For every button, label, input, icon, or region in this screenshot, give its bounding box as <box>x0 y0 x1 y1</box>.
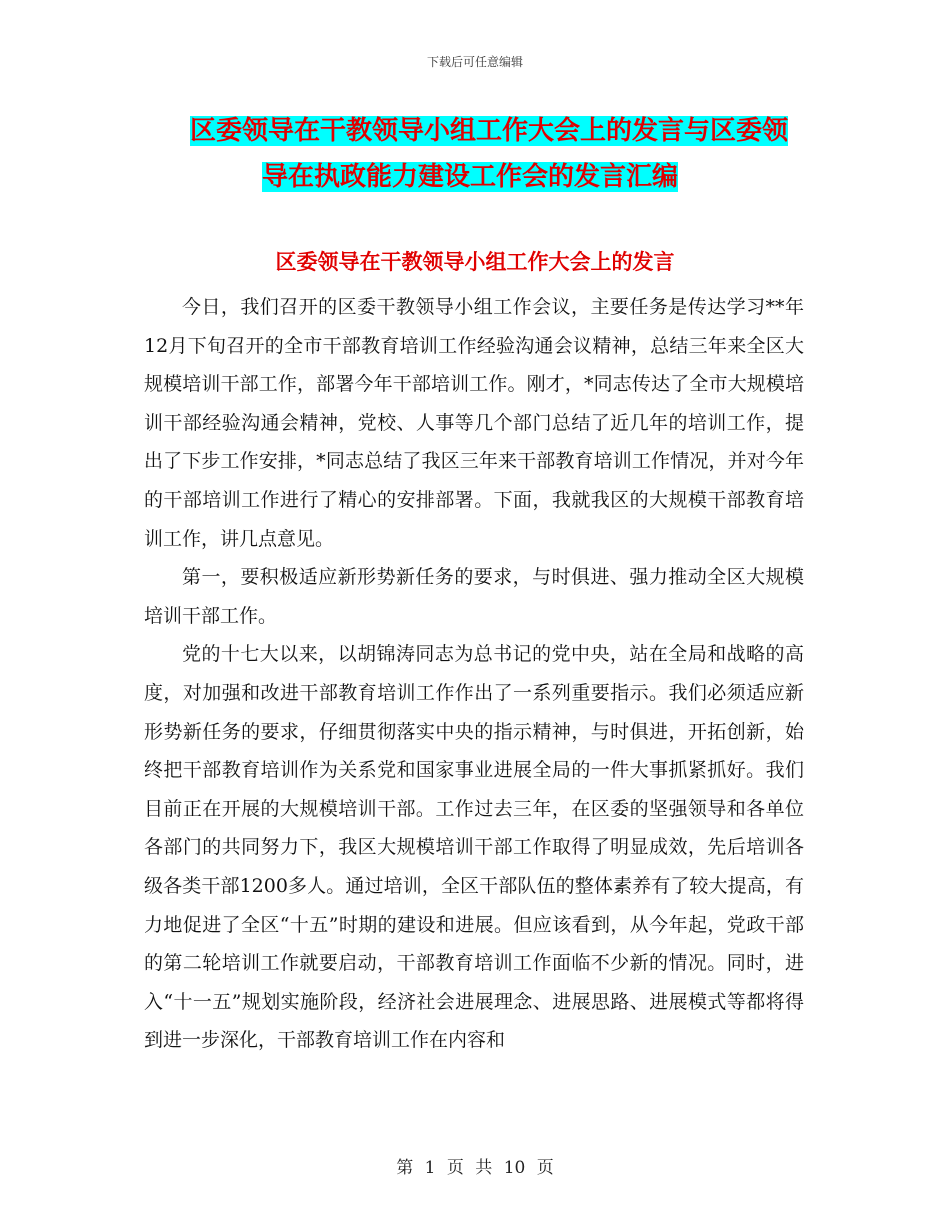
page-footer: 第 1 页 共 10 页 <box>396 1158 554 1178</box>
header-note: 下载后可任意编辑 <box>426 55 523 69</box>
section-title: 区委领导在干教领导小组工作大会上的发言 <box>275 249 675 274</box>
document-title-line-1: 区委领导在干教领导小组工作大会上的发言与区委领 <box>190 116 789 146</box>
paragraph: 今日，我们召开的区委干教领导小组工作会议，主要任务是传达学习**年12月下旬召开的全市干部教育培训工作经验沟通会议精神，总结三年来全区大规模培训干部工作，部署今年干部培训工作。刚才，*同志传达了全市大规模培训干部经验沟通会精神，党校、人事等几个部门总结了近几年的培训工作，提出了下步工作安排，*同志总结了我区三年来干部教育培训工作情况，并对今年的干部培训工作进行了精心的安排部署。下面，我就我区的大规模干部教育培训工作，讲几点意见。 <box>144 296 804 550</box>
paragraph: 党的十七大以来，以胡锦涛同志为总书记的党中央，站在全局和战略的高度，对加强和改进干部教育培训工作作出了一系列重要指示。我们必须适应新形势新任务的要求，仔细贯彻落实中央的指示精神，与时俱进，开拓创新，始终把干部教育培训作为关系党和国家事业进展全局的一件大事抓紧抓好。我们目前正在开展的大规模培训干部。工作过去三年，在区委的坚强领导和各单位各部门的共同努力下，我区大规模培训干部工作取得了明显成效，先后培训各级各类干部1200多人。通过培训，全区干部队伍的整体素养有了较大提高，有力地促进了全区“十五”时期的建设和进展。但应该看到，从今年起，党政干部的第二轮培训工作就要启动，干部教育培训工作面临不少新的情况。同时，进入“十一五”规划实施阶段，经济社会进展理念、进展思路、进展模式等都将得到进一步深化，干部教育培训工作在内容和 <box>144 643 804 1052</box>
document-title <box>190 108 810 200</box>
paragraph: 第一，要积极适应新形势新任务的要求，与时俱进、强力推动全区大规模培训干部工作。 <box>144 566 804 627</box>
body-text <box>144 288 804 1060</box>
document-title-line-2: 导在执政能力建设工作会的发言汇编 <box>262 162 679 192</box>
